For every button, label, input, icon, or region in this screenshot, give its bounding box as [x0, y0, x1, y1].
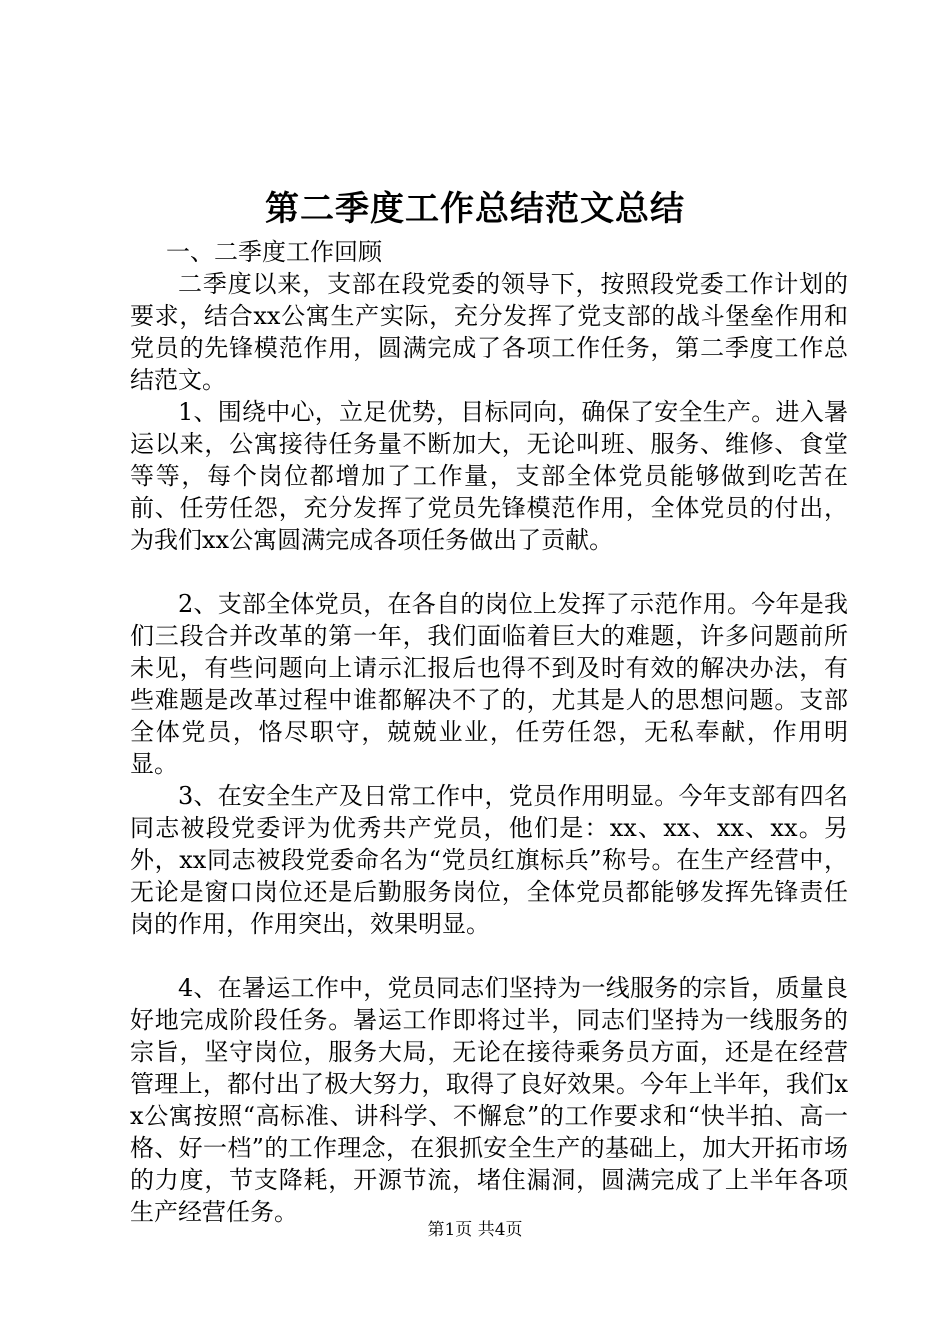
section-heading: 一、二季度工作回顾 [166, 238, 382, 266]
paragraph-item-3: 3、在安全生产及日常工作中，党员作用明显。今年支部有四名同志被段党委评为优秀共产党员，他们是：xx、xx、xx、xx。另外，xx同志被段党委命名为“党员红旗标兵”称号。在生产经营中，无论是窗口岗位还是后勤服务岗位，全体党员都能够发挥先锋责任岗的作用，作用突出，效果明显。 [130, 782, 848, 938]
paragraph-item-2: 2、支部全体党员，在各自的岗位上发挥了示范作用。今年是我们三段合并改革的第一年，我们面临着巨大的难题，许多问题前所未见，有些问题向上请示汇报后也得不到及时有效的解决办法，有些难题是改革过程中谁都解决不了的，尤其是人的思想问题。支部全体党员，恪尽职守，兢兢业业，任劳任怨，无私奉献，作用明显。 [130, 590, 848, 778]
paragraph-item-1: 1、围绕中心，立足优势，目标同向，确保了安全生产。进入暑运以来，公寓接待任务量不断加大，无论叫班、服务、维修、食堂等等，每个岗位都增加了工作量，支部全体党员能够做到吃苦在前、任劳任怨，充分发挥了党员先锋模范作用，全体党员的付出，为我们xx公寓圆满完成各项任务做出了贡献。 [130, 398, 848, 554]
paragraph-spacer [130, 556, 848, 588]
paragraph-item-4: 4、在暑运工作中，党员同志们坚持为一线服务的宗旨，质量良好地完成阶段任务。暑运工作即将过半，同志们坚持为一线服务的宗旨，坚守岗位，服务大局，无论在接待乘务员方面，还是在经营管理上，都付出了极大努力，取得了良好效果。今年上半年，我们xx公寓按照“高标准、讲科学、不懈怠”的工作要求和“快半拍、高一格、好一档”的工作理念，在狠抓安全生产的基础上，加大开拓市场的力度，节支降耗，开源节流，堵住漏洞，圆满完成了上半年各项生产经营任务。 [130, 974, 848, 1226]
paragraph-intro: 二季度以来，支部在段党委的领导下，按照段党委工作计划的要求，结合xx公寓生产实际，充分发挥了党支部的战斗堡垒作用和党员的先锋模范作用，圆满完成了各项工作任务，第二季度工作总结范文。 [130, 270, 848, 394]
page-number-footer: 第1页 共4页 [427, 1220, 523, 1240]
document-title: 第二季度工作总结范文总结 [265, 189, 685, 229]
document-body [130, 236, 848, 1228]
paragraph-spacer [130, 940, 848, 972]
